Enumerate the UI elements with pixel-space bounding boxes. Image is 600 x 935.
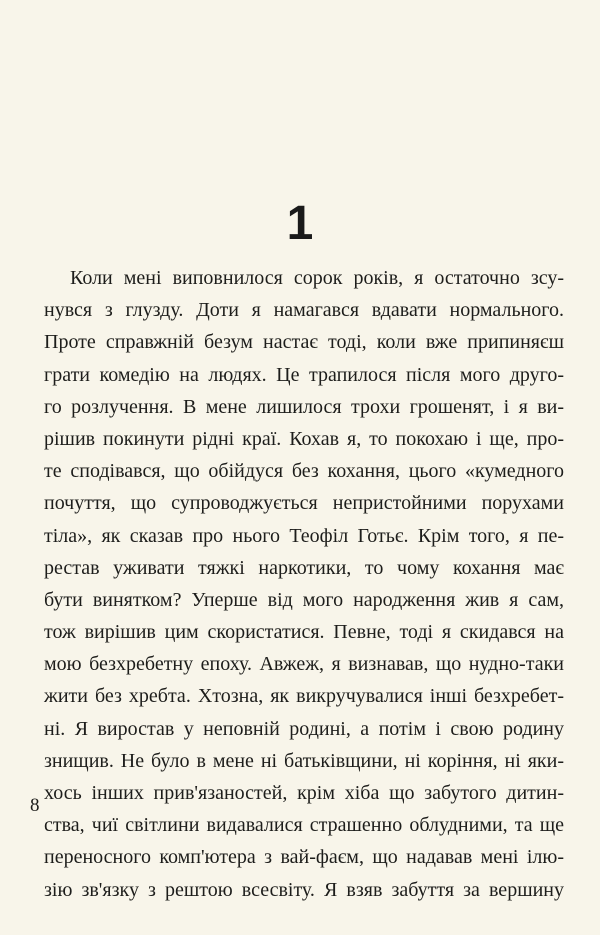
text-line: знищив. Не було в мене ні батьківщини, ні коріння, ні яки- (44, 749, 564, 772)
text-line: мою безхребетну епоху. Авжеж, я визнавав, що нудно-таки (44, 653, 564, 676)
text-line: тож вирішив цим скористатися. Певне, тоді я скидався на (44, 621, 564, 644)
text-line: ства, чиї світлини видавалися страшенно облудними, та ще (44, 814, 564, 837)
text-line: Коли мені виповнилося сорок років, я остаточно зсу- (70, 267, 564, 289)
text-line: Проте справжній безум настає тоді, коли вже припиняєш (44, 331, 564, 354)
text-line: рішив покинути рідні краї. Кохав я, то покохаю і ще, про- (44, 427, 564, 450)
page-number: 8 (30, 795, 40, 816)
text-line: го розлучення. В мене лишилося трохи грошенят, і я ви- (44, 395, 564, 418)
text-line: те сподівався, що обійдуся без кохання, цього «кумедного (44, 460, 564, 483)
text-line: почуття, що супроводжується непристойними порухами (44, 492, 564, 515)
text-line: грати комедію на людях. Це трапилося після мого друго- (44, 363, 564, 386)
text-line: зію зв'язку з рештою всесвіту. Я взяв забуття за вершину (44, 878, 564, 901)
text-line: нувся з глузду. Доти я намагався вдавати нормального. (44, 299, 564, 322)
text-line: тіла», як сказав про нього Теофіл Готьє. Крім того, я пе- (44, 524, 564, 547)
chapter-number: 1 (286, 197, 314, 250)
text-line: рестав уживати тяжкі наркотики, то чому кохання має (44, 556, 564, 579)
body-text (44, 262, 564, 906)
text-line: хось інших прив'язаностей, крім хіба що забутого дитин- (44, 782, 564, 804)
text-line: бути винятком? Уперше від мого народження жив я сам, (44, 588, 564, 611)
text-line: ні. Я виростав у неповній родині, а потім і свою родину (44, 717, 564, 740)
text-line: жити без хребта. Хтозна, як викручувалися інші безхребет- (44, 685, 564, 708)
text-line: переносного комп'ютера з вай-фаєм, що надавав мені ілю- (44, 846, 564, 869)
